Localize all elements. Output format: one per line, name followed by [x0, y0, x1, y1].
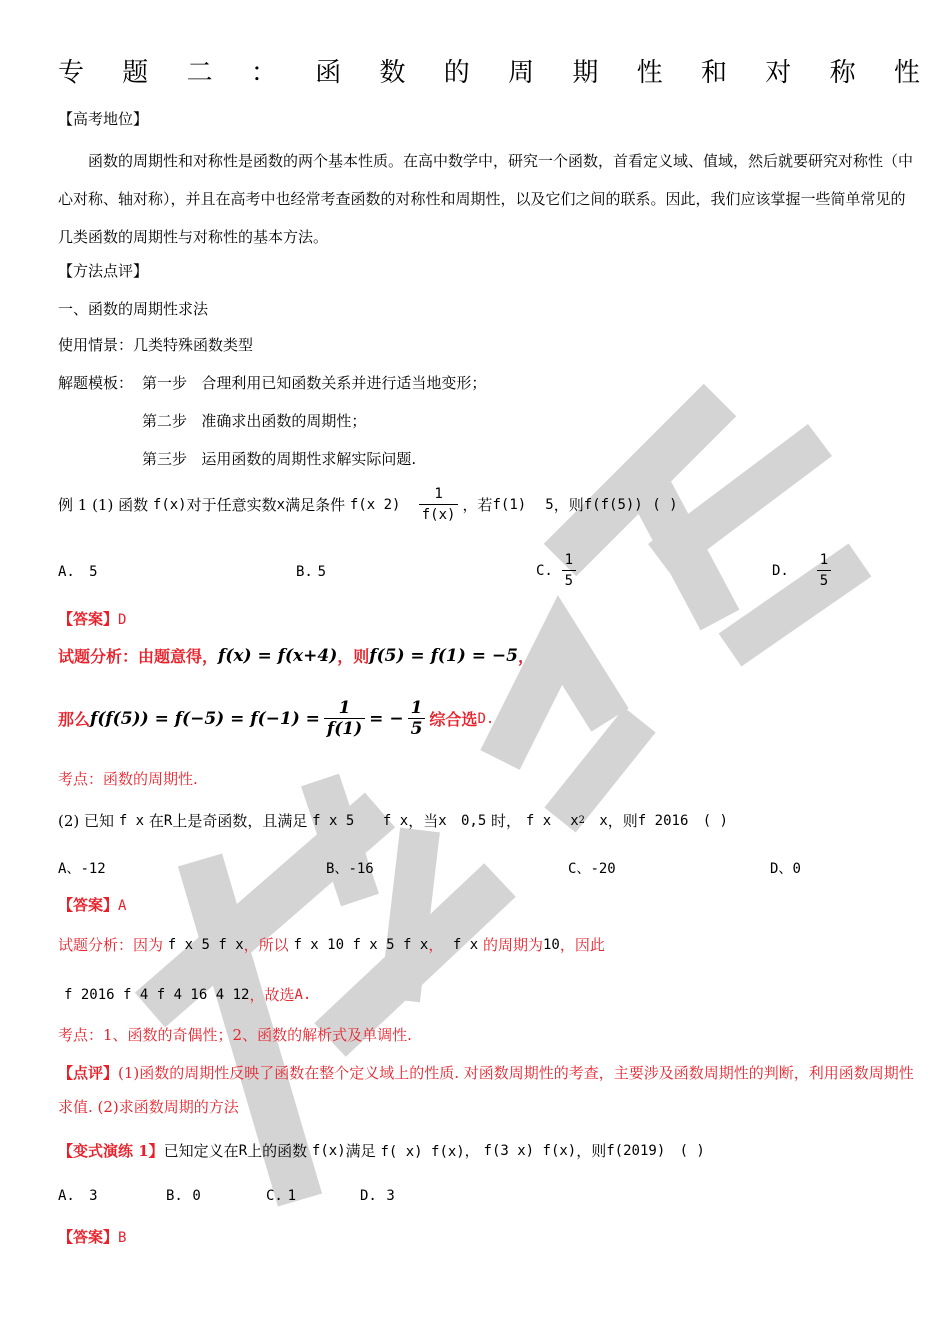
- var1-option-a: A. 3: [58, 1188, 98, 1204]
- variant-1-question: 【变式演练 1】 已知定义在 R 上的函数 f(x) 满足 f( x) f(x)， f(3 x) f(x) ，则 f(2019) ( ): [58, 1142, 705, 1160]
- section-method: 【方法点评】: [58, 262, 149, 280]
- title-char: 函: [315, 58, 342, 88]
- ex1-option-d: D. $\frac{1}{5}$: [772, 550, 835, 591]
- title-char: 称: [829, 58, 856, 88]
- ex1-analysis-line2: 那么 f(f(5)) = f(−5) = f(−1) = $\frac{1}{f(1)}$ = − $\frac{1}{5}$ 综合选 D.: [58, 698, 495, 739]
- template-label: 解题模板：: [58, 374, 134, 392]
- ex2-analysis-line2: f 2016 f 4 f 4 16 4 12 ，故选 A.: [64, 986, 312, 1004]
- ex2-point: 考点：1、函数的奇偶性；2、函数的解析式及单调性.: [58, 1026, 412, 1044]
- title-char: 二: [186, 58, 213, 88]
- title-char: 数: [379, 58, 406, 88]
- review-paragraph: 【点评】(1)函数的周期性反映了函数在整个定义域上的性质. 对函数周期性的考查，主要涉及函数周期性的判断，利用函数周期性求值. (2)求函数周期的方法: [58, 1064, 914, 1116]
- title-char: 和: [700, 58, 727, 88]
- ex2-option-a: A、-12: [58, 861, 106, 877]
- title-char: 性: [636, 58, 663, 88]
- ex2-option-c: C、-20: [568, 861, 616, 877]
- ex1-analysis-line1: 试题分析：由题意得， f(x) = f(x+4) ，则 f(5) = f(1) = −5 ，: [58, 645, 534, 666]
- ex2-answer: 【答案】A: [58, 896, 127, 914]
- step-2: 第二步 准确求出函数的周期性；: [142, 412, 367, 430]
- ex1-option-b: B. 5: [296, 564, 327, 580]
- heading-periodicity: 一、函数的周期性求法: [58, 300, 209, 318]
- ex1-option-a: A. 5: [58, 564, 98, 580]
- ex2-analysis-line1: 试题分析：因为 f x 5 f x ，所以 f x 10 f x 5 f x ， f x 的周期为 10 ，因此: [58, 936, 605, 954]
- page-title: [58, 52, 920, 89]
- title-char: 的: [443, 58, 470, 88]
- var1-answer: 【答案】B: [58, 1228, 127, 1246]
- title-char: 对: [765, 58, 792, 88]
- title-char: 专: [58, 58, 85, 88]
- usage-scene: 使用情景：几类特殊函数类型: [58, 336, 254, 354]
- title-char: 期: [572, 58, 599, 88]
- ex2-option-d: D、0: [770, 861, 801, 877]
- ex2-option-b: B、-16: [326, 861, 374, 877]
- fraction: $\frac{1}{f(x)}$: [419, 484, 459, 525]
- ex1-option-c: C. $\frac{1}{5}$: [536, 550, 580, 591]
- var1-option-b: B. 0: [166, 1188, 201, 1204]
- title-char: ：: [250, 58, 277, 88]
- ex1-answer: 【答案】D: [58, 610, 127, 628]
- example-1-question: 例 1 (1) 函数 f(x) 对于任意实数 x 满足条件 f(x 2) $\frac{1}{f(x)}$ ，若 f(1) 5 ，则 f(f(5)) ( ): [58, 486, 678, 523]
- title-char: 题: [122, 58, 149, 88]
- var1-option-d: D. 3: [360, 1188, 395, 1204]
- var1-option-c: C. 1: [266, 1188, 297, 1204]
- section-gaokao: 【高考地位】: [58, 110, 149, 128]
- step-3: 第三步 运用函数的周期性求解实际问题.: [142, 450, 417, 468]
- step-1: 第一步 合理利用已知函数关系并进行适当地变形；: [142, 374, 487, 392]
- example-2-question: (2) 已知 f x 在 R 上是奇函数，且满足 f x 5 f x ，当 x 0,5 时， f x x 2 x ，则 f 2016 ( ): [58, 812, 728, 830]
- intro-paragraph: 函数的周期性和对称性是函数的两个基本性质。在高中数学中，研究一个函数，首看定义域、值域，然后就要研究对称性（中心对称、轴对称），并且在高考中也经常考查函数的对称性和周期性，以及它们之间的联系。因此，我们应该掌握一些简单常见的几类函数的周期性与对称性的基本方法。: [58, 152, 914, 246]
- title-char: 周: [508, 58, 535, 88]
- title-char: 性: [893, 58, 920, 88]
- ex1-point: 考点：函数的周期性.: [58, 770, 198, 788]
